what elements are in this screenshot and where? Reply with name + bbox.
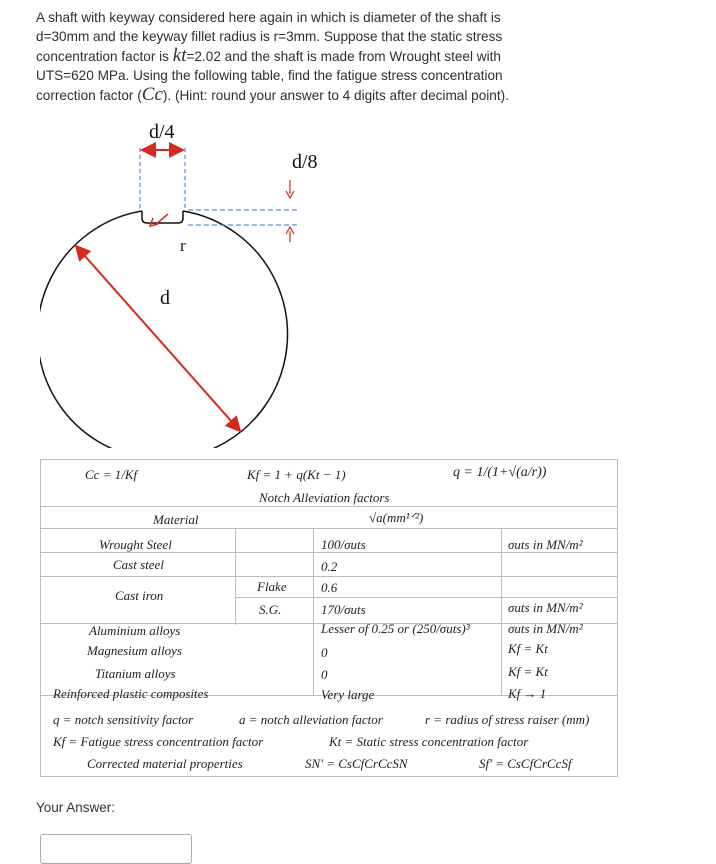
question-line: d=30mm and the keyway fillet radius is r=3mm. Suppose that the static stress (36, 29, 503, 44)
legend-kt: Kt = Static stress concentration factor (329, 734, 529, 749)
material-cast-iron: Cast iron (115, 588, 164, 603)
formula-q: q = 1/(1+√(a/r)) (453, 465, 547, 480)
value-wrought-steel: 100/σuts (321, 537, 366, 552)
units-magnesium: Kf = Kt (508, 641, 548, 656)
material-header: Material (153, 512, 199, 527)
value-magnesium: 0 (321, 645, 328, 660)
value-reinforced-plastic: Very large (321, 687, 375, 702)
value-cast-iron-flake: 0.6 (321, 580, 338, 595)
material-aluminium: Aluminium alloys (89, 623, 181, 638)
sub-flake: Flake (257, 579, 287, 594)
label-d4: d/4 (149, 121, 175, 143)
sub-sg: S.G. (259, 602, 282, 617)
label-d8: d/8 (292, 151, 318, 173)
units-reinforced-plastic: Kf → 1 (508, 686, 547, 701)
kt-symbol: kt (172, 45, 187, 66)
formula-cc: Cc = 1/Kf (85, 467, 138, 482)
material-magnesium: Magnesium alloys (87, 643, 182, 658)
units-aluminium: σuts in MN/m² (508, 621, 583, 636)
label-d: d (160, 287, 170, 309)
notch-alleviation-header: Notch Alleviation factors (259, 490, 390, 505)
question-line: correction factor (Cc). (Hint: round your answer to 4 digits after decimal point). (36, 84, 509, 105)
answer-input[interactable] (40, 834, 192, 864)
legend-sn: SN' = CsCfCrCcSN (305, 756, 408, 771)
units-wrought-steel: σuts in MN/m² (508, 537, 583, 552)
legend-corrected: Corrected material properties (87, 756, 243, 771)
value-aluminium: Lesser of 0.25 or (250/σuts)³ (321, 621, 470, 636)
legend-q: q = notch sensitivity factor (53, 712, 194, 727)
material-reinforced-plastic: Reinforced plastic composites (53, 686, 209, 701)
value-cast-steel: 0.2 (321, 559, 338, 574)
units-cast-iron-sg: σuts in MN/m² (508, 600, 583, 615)
value-cast-iron-sg: 170/σuts (321, 602, 366, 617)
material-wrought-steel: Wrought Steel (99, 537, 172, 552)
question-line: A shaft with keyway considered here again in which is diameter of the shaft is (36, 10, 501, 25)
question-line: UTS=620 MPa. Using the following table, find the fatigue stress concentration (36, 68, 503, 83)
material-titanium: Titanium alloys (95, 666, 176, 681)
legend-kf: Kf = Fatigue stress concentration factor (53, 734, 264, 749)
legend-r: r = radius of stress raiser (mm) (425, 712, 590, 727)
diameter-arrow (76, 246, 240, 431)
question-text (36, 8, 696, 105)
notch-factor-table (40, 459, 618, 777)
question-line: concentration factor is kt=2.02 and the shaft is made from Wrought steel with (36, 45, 501, 66)
formula-kf: Kf = 1 + q(Kt − 1) (247, 467, 346, 482)
sqrt-a-header: √a(mm¹ᐟ²) (369, 510, 424, 525)
keyway-notch (142, 211, 183, 223)
legend-a: a = notch alleviation factor (239, 712, 383, 727)
label-r: r (180, 236, 186, 255)
units-titanium: Kf = Kt (508, 664, 548, 679)
legend-sf: Sf' = CsCfCrCcSf (479, 756, 572, 771)
shaft-keyway-diagram (40, 118, 360, 448)
cc-symbol: Cc (141, 84, 163, 105)
material-cast-steel: Cast steel (113, 557, 164, 572)
answer-label: Your Answer: (36, 800, 116, 815)
value-titanium: 0 (321, 667, 328, 682)
